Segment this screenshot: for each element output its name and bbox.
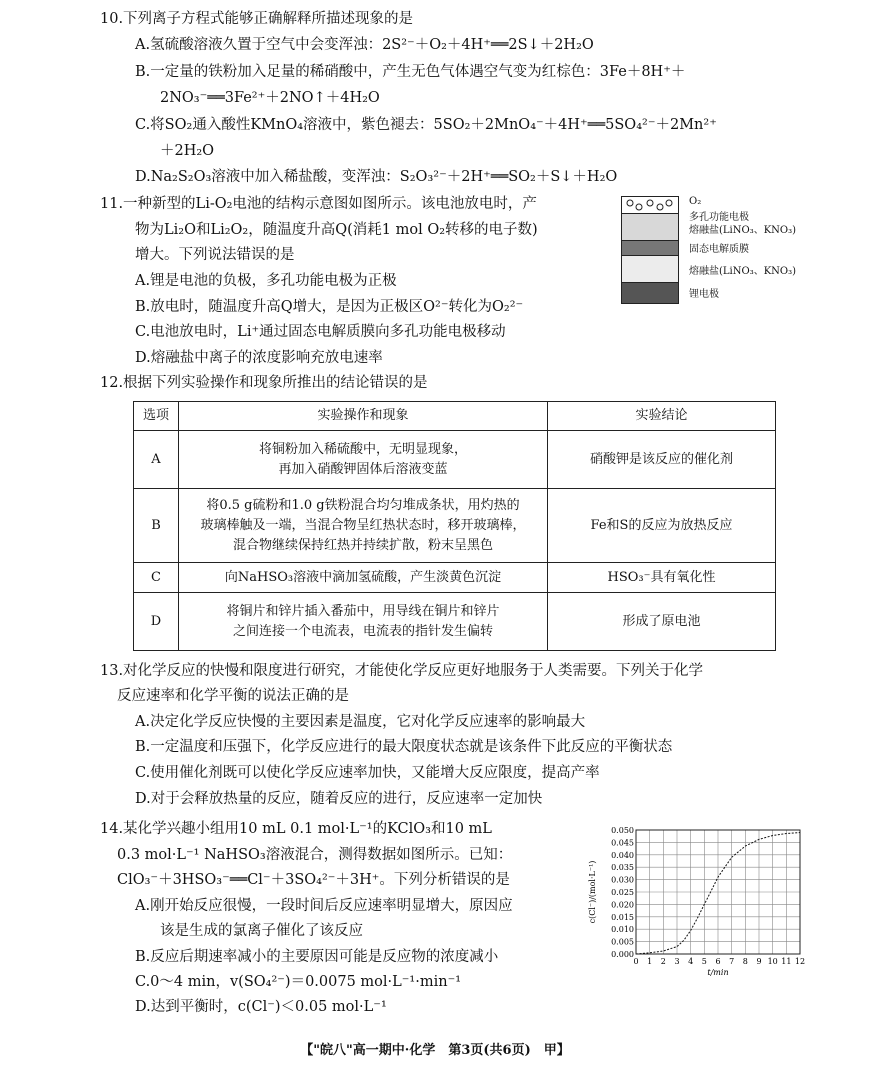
q10-option-c-line2: ＋2H₂O [160, 143, 215, 159]
operation-line: 再加入硝酸钾固体后溶液变蓝 [278, 461, 448, 477]
solid-electrolyte-layer [621, 240, 679, 256]
header-option: 选项 [134, 402, 179, 431]
page-footer: 【"皖八"高一期中·化学 第3页(共6页) 甲】 [300, 1043, 570, 1058]
operation-line: 之间连接一个电流表，电流表的指针发生偏转 [232, 623, 493, 639]
label-porous-electrode: 多孔功能电极 [689, 212, 749, 223]
q14-option-c: C.0～4 min，v(SO₄²⁻)＝0.0075 mol·L⁻¹·min⁻¹ [135, 974, 462, 990]
y-tick-label: 0.050 [611, 826, 634, 835]
q11-option-a: A.锂是电池的负极，多孔功能电极为正极 [135, 273, 397, 289]
y-tick-label: 0.025 [611, 888, 634, 897]
cell-operation [179, 431, 548, 489]
x-tick-label: 8 [742, 957, 748, 966]
x-tick-label: 7 [729, 957, 735, 966]
y-tick-label: 0.020 [611, 900, 634, 910]
x-tick-label: 0 [633, 957, 639, 966]
porous-electrode-layer [621, 213, 679, 241]
bubbles-icon [622, 197, 678, 213]
y-axis-label: c(Cl⁻)/(mol·L⁻¹) [588, 860, 597, 924]
label-molten-salt-1: 熔融盐(LiNO₃、KNO₃) [689, 225, 797, 236]
cell-operation [179, 563, 548, 593]
q10-option-c-line1: C.将SO₂通入酸性KMnO₄溶液中，紫色褪去：5SO₂＋2MnO₄⁻＋4H⁺══5SO₄²⁻＋2Mn²⁺ [135, 117, 717, 133]
table-row [134, 431, 776, 489]
q14-stem-line1: 14.某化学兴趣小组用10 mL 0.1 mol·L⁻¹的KClO₃和10 mL [100, 821, 492, 837]
table-row [134, 489, 776, 563]
q13-option-c: C.使用催化剂既可以使化学反应速率加快，又能增大反应限度，提高产率 [135, 765, 600, 781]
molten-salt-layer [621, 255, 679, 283]
table-row [134, 563, 776, 593]
x-axis-label: t/min [707, 968, 729, 977]
q13-option-d: D.对于会释放热量的反应，随着反应的进行，反应速率一定加快 [135, 791, 543, 807]
table-header-row [134, 402, 776, 431]
y-tick-label: 0.035 [611, 863, 634, 873]
label-molten-salt-2: 熔融盐(LiNO₃、KNO₃) [689, 266, 797, 277]
q11-stem-line2: 物为Li₂O和Li₂O₂，随温度升高Q(消耗1 mol O₂转移的电子数) [135, 222, 538, 238]
q14-option-a-line2: 该是生成的氯离子催化了该反应 [160, 923, 363, 939]
x-tick-label: 1 [647, 957, 653, 966]
x-tick-label: 3 [674, 957, 680, 966]
operation-line: 将铜粉加入稀硫酸中，无明显现象， [258, 441, 467, 457]
cell-option: B [134, 489, 179, 563]
operation-line: 玻璃棒触及一端，当混合物呈红热状态时，移开玻璃棒， [200, 517, 526, 533]
x-tick-label: 4 [688, 957, 694, 966]
operation-line: 混合物继续保持红热并持续扩散，粉末呈黑色 [232, 537, 493, 553]
battery-diagram [619, 196, 809, 306]
q13-stem-line2: 反应速率和化学平衡的说法正确的是 [117, 688, 349, 704]
x-tick-label: 9 [756, 957, 762, 966]
operation-line: 将0.5 g硫粉和1.0 g铁粉混合均匀堆成条状，用灼热的 [206, 497, 520, 513]
q10-option-a: A.氢硫酸溶液久置于空气中会变浑浊：2S²⁻＋O₂＋4H⁺══2S↓＋2H₂O [135, 37, 594, 53]
concentration-chart [588, 822, 810, 984]
q11-option-b: B.放电时，随温度升高Q增大，是因为正极区O²⁻转化为O₂²⁻ [135, 299, 524, 315]
y-tick-label: 0.030 [611, 875, 634, 885]
y-tick-label: 0.005 [611, 937, 634, 947]
label-o2: O₂ [689, 196, 702, 207]
header-conclusion: 实验结论 [548, 402, 776, 431]
header-operation: 实验操作和现象 [179, 402, 548, 431]
y-tick-label: 0.015 [611, 912, 634, 922]
q14-option-b: B.反应后期速率减小的主要原因可能是反应物的浓度减小 [135, 949, 499, 965]
q10-option-b-line1: B.一定量的铁粉加入足量的稀硝酸中，产生无色气体遇空气变为红棕色：3Fe＋8H⁺＋ [135, 64, 686, 80]
y-tick-label: 0.040 [611, 850, 634, 860]
q14-option-d: D.达到平衡时，c(Cl⁻)＜0.05 mol·L⁻¹ [135, 999, 387, 1015]
x-tick-label: 6 [715, 957, 721, 966]
x-tick-label: 2 [660, 957, 666, 966]
label-lithium-electrode: 锂电极 [689, 289, 719, 300]
cell-conclusion: 硝酸钾是该反应的催化剂 [548, 431, 776, 489]
q13-option-a: A.决定化学反应快慢的主要因素是温度，它对化学反应速率的影响最大 [135, 714, 586, 730]
y-tick-label: 0.000 [611, 950, 634, 959]
lithium-electrode-layer [621, 282, 679, 304]
cell-operation [179, 593, 548, 651]
oxygen-bubbles-layer [621, 196, 679, 214]
x-tick-label: 10 [767, 957, 778, 966]
q12-stem: 12.根据下列实验操作和现象所推出的结论错误的是 [100, 375, 428, 391]
y-tick-label: 0.010 [611, 925, 634, 935]
cell-conclusion: HSO₃⁻具有氧化性 [548, 563, 776, 593]
y-tick-label: 0.045 [611, 838, 634, 848]
cell-option: D [134, 593, 179, 651]
x-tick-label: 12 [794, 957, 806, 966]
x-tick-label: 11 [781, 957, 792, 966]
q14-option-a-line1: A.刚开始反应很慢，一段时间后反应速率明显增大，原因应 [135, 898, 513, 914]
cell-operation [179, 489, 548, 563]
experiment-table [133, 401, 776, 651]
q10-option-d: D.Na₂S₂O₃溶液中加入稀盐酸，变浑浊：S₂O₃²⁻＋2H⁺══SO₂＋S↓＋H₂O [135, 169, 618, 185]
q14-stem-line3: ClO₃⁻＋3HSO₃⁻══Cl⁻＋3SO₄²⁻＋3H⁺。下列分析错误的是 [117, 872, 510, 888]
cell-option: C [134, 563, 179, 593]
table-row [134, 593, 776, 651]
cell-conclusion: Fe和S的反应为放热反应 [548, 489, 776, 563]
operation-line: 将铜片和锌片插入番茄中，用导线在铜片和锌片 [226, 603, 500, 619]
q13-stem-line1: 13.对化学反应的快慢和限度进行研究，才能使化学反应更好地服务于人类需要。下列关于化学 [100, 663, 704, 679]
q13-option-b: B.一定温度和压强下，化学反应进行的最大限度状态就是该条件下此反应的平衡状态 [135, 739, 673, 755]
label-solid-electrolyte: 固态电解质膜 [689, 244, 749, 255]
cell-option: A [134, 431, 179, 489]
q10-option-b-line2: 2NO₃⁻══3Fe²⁺＋2NO↑＋4H₂O [160, 90, 380, 106]
x-tick-label: 5 [701, 957, 707, 966]
q11-option-c: C.电池放电时，Li⁺通过固态电解质膜向多孔功能电极移动 [135, 324, 506, 340]
operation-line: 向NaHSO₃溶液中滴加氢硫酸，产生淡黄色沉淀 [224, 569, 502, 585]
q10-stem: 10.下列离子方程式能够正确解释所描述现象的是 [100, 11, 414, 27]
q11-option-d: D.熔融盐中离子的浓度影响充放电速率 [135, 350, 383, 366]
q11-stem-line3: 增大。下列说法错误的是 [135, 247, 295, 263]
q14-stem-line2: 0.3 mol·L⁻¹ NaHSO₃溶液混合，测得数据如图所示。已知： [117, 847, 513, 863]
q11-stem-line1: 11.一种新型的Li-O₂电池的结构示意图如图所示。该电池放电时，产 [100, 196, 537, 212]
cell-conclusion: 形成了原电池 [548, 593, 776, 651]
